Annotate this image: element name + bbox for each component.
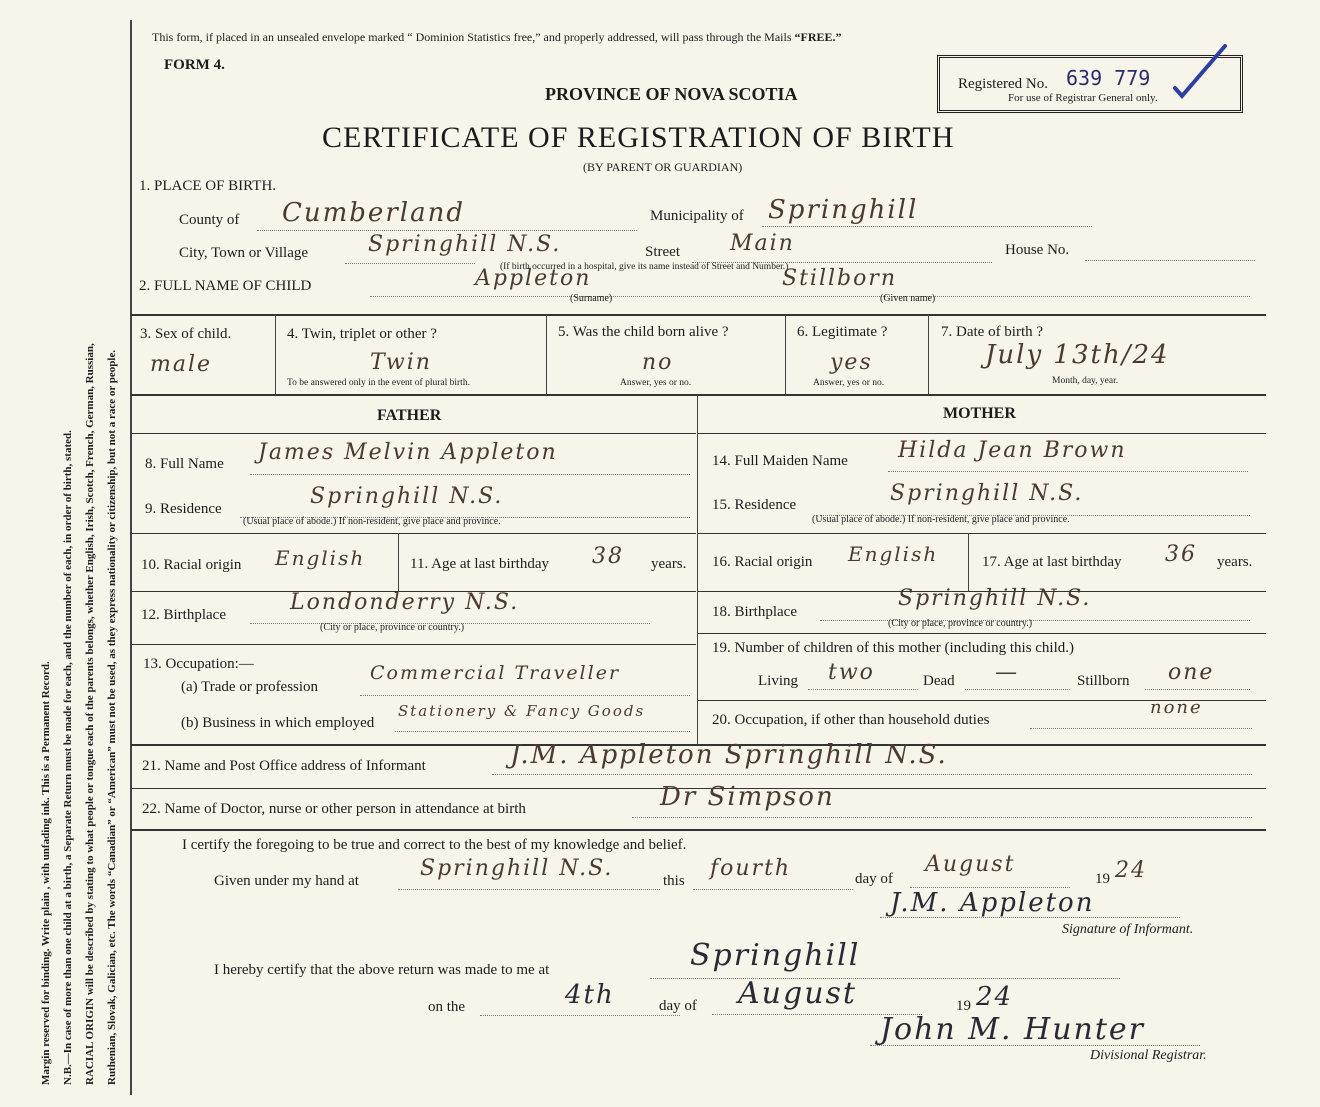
alive-note: Answer, yes or no. <box>620 378 692 388</box>
county-value: Cumberland <box>282 198 465 228</box>
sex-label: 3. Sex of child. <box>140 326 232 342</box>
mother-residence-label: 15. Residence <box>712 497 797 513</box>
day-of-label: day of <box>855 871 893 887</box>
this-label: this <box>663 873 685 889</box>
mother-name-label: 14. Full Maiden Name <box>712 453 848 469</box>
mother-children-label: 19. Number of children of this mother (including this child.) <box>712 640 1075 656</box>
document-subtitle: (BY PARENT OR GUARDIAN) <box>583 160 743 174</box>
legitimate-value: yes <box>830 350 873 375</box>
mother-residence-value: Springhill N.S. <box>890 481 1084 506</box>
father-residence-value: Springhill N.S. <box>310 484 504 509</box>
child-surname-value: Appleton <box>475 266 592 291</box>
father-heading: FATHER <box>377 407 442 424</box>
margin-note-racial-origin: RACIAL ORIGIN will be described by stating to what people or tongue each of the parents belongs, whether English, Irish, Scotch, French, German, Russian, <box>84 343 96 1085</box>
hospital-note: (If birth occurred in a hospital, give its name instead of Street and Number.) <box>500 262 789 272</box>
father-trade-value: Commercial Traveller <box>370 662 621 684</box>
dob-value: July 13th/24 <box>985 340 1170 370</box>
dob-note: Month, day, year. <box>1052 376 1119 386</box>
mother-occupation-value: none <box>1150 697 1203 718</box>
registrar-year-suffix: 24 <box>976 982 1014 1012</box>
father-residence-note: (Usual place of abode.) If non-resident, give place and province. <box>243 516 501 527</box>
registrar-day-value: 4th <box>565 980 615 1010</box>
twin-note: To be answered only in the event of plural birth. <box>287 378 470 388</box>
city-value: Springhill N.S. <box>368 232 562 257</box>
municipality-label: Municipality of <box>650 208 744 224</box>
father-race-value: English <box>275 546 366 570</box>
sex-value: male <box>150 352 213 377</box>
registrar-certify-text: I hereby certify that the above return was made to me at <box>214 962 550 978</box>
child-name-label: 2. FULL NAME OF CHILD <box>139 278 312 294</box>
informant-value: J.M. Appleton Springhill N.S. <box>510 740 948 770</box>
street-label: Street <box>645 244 680 260</box>
mother-age-label: 17. Age at last birthday <box>982 554 1122 570</box>
day-value: fourth <box>710 856 792 881</box>
legitimate-label: 6. Legitimate ? <box>797 324 888 340</box>
month-value: August <box>925 852 1016 877</box>
father-business-value: Stationery & Fancy Goods <box>398 702 646 720</box>
registrar-signature: John M. Hunter <box>880 1012 1146 1047</box>
registrar-month-value: August <box>738 976 857 1011</box>
on-the-label: on the <box>428 999 466 1015</box>
certify-top-rule <box>131 829 1266 831</box>
father-business-label: (b) Business in which employed <box>181 715 375 731</box>
mother-age-value: 36 <box>1165 542 1197 567</box>
mother-birthplace-label: 18. Birthplace <box>712 604 797 620</box>
dob-label: 7. Date of birth ? <box>941 324 1044 340</box>
province-heading: PROVINCE OF NOVA SCOTIA <box>545 84 798 104</box>
given-place-value: Springhill N.S. <box>420 856 614 881</box>
informant-signature-caption: Signature of Informant. <box>1062 922 1194 937</box>
year-suffix: 24 <box>1115 858 1147 883</box>
mail-notice: This form, if placed in an unsealed envelope marked “ Dominion Statistics free,” and properly addressed, will pass through the Mails “FREE.” <box>152 30 842 44</box>
twin-label: 4. Twin, triplet or other ? <box>287 326 437 342</box>
dead-label: Dead <box>923 673 955 689</box>
mother-residence-note: (Usual place of abode.) If non-resident, give place and province. <box>812 514 1070 525</box>
legitimate-note: Answer, yes or no. <box>813 378 885 388</box>
margin-note-nationality: Ruthenian, Slovak, Galician, etc. The words “Canadian” or “American” must not be used, as they express nationality or citizenship, but not a race or people. <box>106 349 118 1085</box>
surname-caption: (Surname) <box>570 293 613 304</box>
registry-note: For use of Registrar General only. <box>1008 92 1158 104</box>
registrar-place-value: Springhill <box>690 938 861 973</box>
house-label: House No. <box>1005 242 1070 258</box>
registry-number: 639 779 <box>1066 66 1151 90</box>
father-name-value: James Melvin Appleton <box>258 440 558 465</box>
twin-value: Twin <box>370 350 432 375</box>
dead-value: — <box>995 660 1019 685</box>
given-name-caption: (Given name) <box>880 293 936 304</box>
mother-heading: MOTHER <box>943 405 1016 422</box>
mother-birthplace-value: Springhill N.S. <box>898 586 1092 611</box>
father-age-label: 11. Age at last birthday <box>410 556 549 572</box>
mother-name-value: Hilda Jean Brown <box>898 438 1127 463</box>
municipality-value: Springhill <box>768 195 919 225</box>
registrar-day-of-label: day of <box>659 998 697 1014</box>
margin-note-multiple-births: N.B.—In case of more than one child at a birth, a Separate Return must be made for each, and the number of each, in order of birth, stated. <box>62 430 74 1085</box>
doctor-value: Dr Simpson <box>660 782 835 812</box>
informant-label: 21. Name and Post Office address of Informant <box>142 758 426 774</box>
living-value: two <box>828 660 875 685</box>
parents-divider <box>697 394 698 744</box>
stillborn-label: Stillborn <box>1077 673 1130 689</box>
given-under-label: Given under my hand at <box>214 873 359 889</box>
registrar-year-prefix: 19 <box>956 998 971 1014</box>
county-label: County of <box>179 212 240 228</box>
left-border <box>130 20 132 1095</box>
informant-signature: J.M. Appleton <box>890 888 1095 918</box>
certify-text: I certify the foregoing to be true and correct to the best of my knowledge and belief. <box>182 837 687 853</box>
father-trade-label: (a) Trade or profession <box>181 679 319 695</box>
mother-race-label: 16. Racial origin <box>712 554 813 570</box>
mother-occupation-label: 20. Occupation, if other than household duties <box>712 712 990 728</box>
alive-value: no <box>642 350 674 375</box>
city-label: City, Town or Village <box>179 245 309 261</box>
year-prefix: 19 <box>1095 871 1110 887</box>
father-age-value: 38 <box>592 544 624 569</box>
living-label: Living <box>758 673 798 689</box>
father-age-unit: years. <box>651 556 687 572</box>
row3-top-rule <box>131 314 1266 316</box>
stillborn-value: one <box>1168 660 1215 685</box>
street-value: Main <box>730 231 795 256</box>
place-heading: 1. PLACE OF BIRTH. <box>139 178 277 194</box>
checkmark-icon <box>1170 40 1230 100</box>
mother-birthplace-note: (City or place, province or country.) <box>888 618 1033 629</box>
mother-race-value: English <box>848 542 939 566</box>
alive-label: 5. Was the child born alive ? <box>558 324 729 340</box>
father-race-label: 10. Racial origin <box>141 557 242 573</box>
father-residence-label: 9. Residence <box>145 501 222 517</box>
parents-top-rule <box>131 394 1266 396</box>
father-occupation-label: 13. Occupation:— <box>143 656 254 672</box>
father-birthplace-note: (City or place, province or country.) <box>320 622 465 633</box>
registry-label: Registered No. <box>958 76 1048 92</box>
father-name-label: 8. Full Name <box>145 456 224 472</box>
margin-note-binding: Margin reserved for binding. Write plain , with unfading ink. This is a Permanent Record. <box>40 661 52 1085</box>
mother-age-unit: years. <box>1217 554 1253 570</box>
document-title: CERTIFICATE OF REGISTRATION OF BIRTH <box>322 121 955 154</box>
registrar-signature-caption: Divisional Registrar. <box>1090 1048 1207 1063</box>
child-given-value: Stillborn <box>782 266 898 291</box>
form-number: FORM 4. <box>164 57 225 73</box>
father-birthplace-label: 12. Birthplace <box>141 607 226 623</box>
father-birthplace-value: Londonderry N.S. <box>290 590 520 615</box>
doctor-label: 22. Name of Doctor, nurse or other person in attendance at birth <box>142 801 526 817</box>
